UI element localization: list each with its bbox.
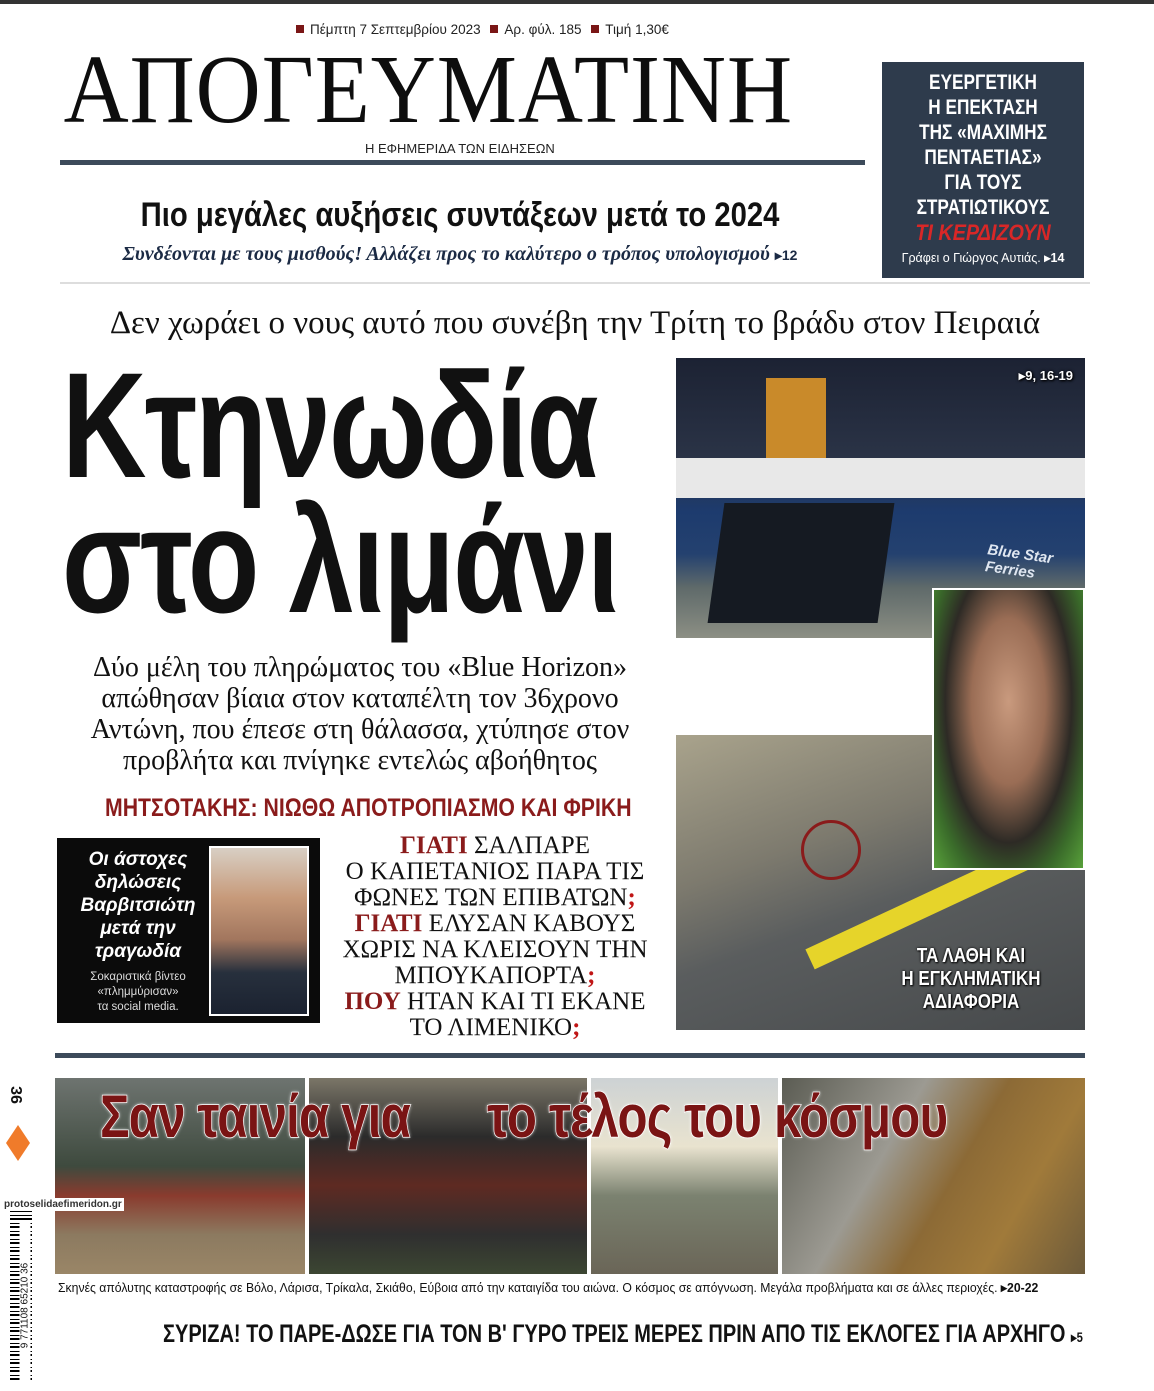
pensions-headline[interactable]: Πιο μεγάλες αυξήσεις συντάξεων μετά το 2024	[140, 196, 780, 234]
side-story-box[interactable]	[882, 62, 1084, 278]
varvitsiotis-box[interactable]	[57, 838, 320, 1023]
side-line: ΠΕΝΤΑΕΤΙΑΣ»	[924, 146, 1042, 169]
page-ref: ▸20-22	[1000, 1280, 1039, 1295]
side-line: ΣΤΡΑΤΙΩΤΙΚΟΥΣ	[916, 196, 1050, 219]
minister-portrait	[209, 846, 309, 1016]
lead-headline-line2[interactable]: στο λιμάνι	[62, 476, 619, 644]
barcode-number: 9 771108 65210 36	[20, 1221, 31, 1391]
divider	[60, 160, 865, 165]
victim-portrait	[932, 588, 1085, 870]
tagline: Η ΕΦΗΜΕΡΙΔΑ ΤΩΝ ΕΙΔΗΣΕΩΝ	[365, 141, 555, 156]
page-ref: ▸14	[1044, 251, 1065, 265]
masthead: ΑΠΟΓΕΥΜΑΤΙΝΗ	[63, 36, 793, 144]
issue-number: Αρ. φύλ. 185	[504, 22, 582, 37]
mitsotakis-quote: ΜΗΤΣΟΤΑΚΗΣ: ΝΙΩΘΩ ΑΠΟΤΡΟΠΙΑΣΜΟ ΚΑΙ ΦΡΙΚΗ	[105, 794, 632, 822]
ship-text: Blue Star Ferries	[984, 541, 1055, 582]
box-title: Οι άστοχες δηλώσεις Βαρβιτσιώτη μετά την τραγωδία	[80, 849, 196, 962]
diamond-icon	[6, 1125, 30, 1161]
top-border	[0, 0, 1154, 4]
side-byline: Γράφει ο Γιώργος Αυτιάς. ▸14	[901, 251, 1065, 265]
highlight-circle	[801, 820, 861, 880]
divider	[55, 1053, 1085, 1058]
dateline	[290, 22, 669, 37]
date: Πέμπτη 7 Σεπτεμβρίου 2023	[310, 22, 481, 37]
divider	[60, 282, 1090, 284]
questions: ΓΙΑΤΙ ΣΑΛΠΑΡΕ Ο ΚΑΠΕΤΑΝΙΟΣ ΠΑΡΑ ΤΙΣ ΦΩΝΕΣ ΤΩΝ ΕΠΙΒΑΤΩΝ; ΓΙΑΤΙ ΕΛΥΣΑΝ ΚΑΒΟΥΣ ΧΩΡΙΣ ΝΑ ΚΛΕΙΣΟΥΝ ΤΗΝ ΜΠΟΥΚΑΠΟΡΤΑ; ΠΟΥ ΗΤΑΝ ΚΑΙ ΤΙ ΕΚΑΝΕ ΤΟ ΛΙΜΕΝΙΚΟ;	[342, 832, 648, 1041]
side-line: Η ΕΠΕΚΤΑΣΗ	[928, 96, 1038, 119]
page-number: 36	[6, 1086, 24, 1104]
page-ref: ▸9, 16-19	[1018, 368, 1073, 383]
lead-kicker: Δεν χωράει ο νους αυτό που συνέβη την Τρίτη το βράδυ στον Πειραιά	[109, 305, 1041, 341]
page-ref: ▸5	[1070, 1329, 1083, 1345]
flood-caption: Σκηνές απόλυτης καταστροφής σε Βόλο, Λάρισα, Τρίκαλα, Σκιάθο, Εύβοια από την καταιγίδα του αιώνα. Ο κόσμος σε απόγνωση. Μεγάλα προβλήματα και σε άλλες περιοχές. ▸20-22	[58, 1280, 1039, 1295]
ship-deck	[676, 458, 1085, 498]
page-ref: ▸12	[774, 247, 798, 263]
syriza-headline[interactable]: ΣΥΡΙΖΑ! ΤΟ ΠΑΡΕ-ΔΩΣΕ ΓΙΑ ΤΟΝ Β' ΓΥΡΟ ΤΡΕΙΣ ΜΕΡΕΣ ΠΡΙΝ ΑΠΟ ΤΙΣ ΕΚΛΟΓΕΣ ΓΙΑ ΑΡΧΗΓΟ ▸5	[163, 1320, 1083, 1348]
side-line: ΤΗΣ «ΜΑΧΙΜΗΣ	[919, 121, 1047, 144]
side-highlight: ΤΙ ΚΕΡΔΙΖΟΥΝ	[915, 220, 1051, 245]
lead-body: Δύο μέλη του πληρώματος του «Blue Horizon» απώθησαν βίαια στον καταπέλτη τον 36χρονο Αντώνη, που έπεσε στη θάλασσα, χτύπησε στον προβλήτα και πνίγηκε εντελώς αβοήθητος	[90, 652, 630, 776]
watermark: protoselidaefimeridon.gr	[4, 1199, 122, 1210]
box-sub: Σοκαριστικά βίντεο «πλημμύρισαν» τα social media.	[90, 971, 186, 1013]
ship-ramp	[708, 503, 895, 623]
lead-headline-line1[interactable]: Κτηνωδία	[62, 341, 597, 509]
photo-caption: ΤΑ ΛΑΘΗ ΚΑΙ Η ΕΓΚΛΗΜΑΤΙΚΗ ΑΔΙΑΦΟΡΙΑ	[901, 945, 1041, 1013]
flood-headline[interactable]: Σαν ταινία για το τέλος του κόσμου	[100, 1083, 948, 1150]
price: Τιμή 1,30€	[605, 22, 669, 37]
pensions-subhead: Συνδέονται με τους μισθούς! Αλλάζει προς το καλύτερο ο τρόπος υπολογισμού ▸12	[122, 243, 798, 265]
side-line: ΕΥΕΡΓΕΤΙΚΗ	[929, 71, 1037, 94]
side-line: ΓΙΑ ΤΟΥΣ	[944, 171, 1022, 194]
